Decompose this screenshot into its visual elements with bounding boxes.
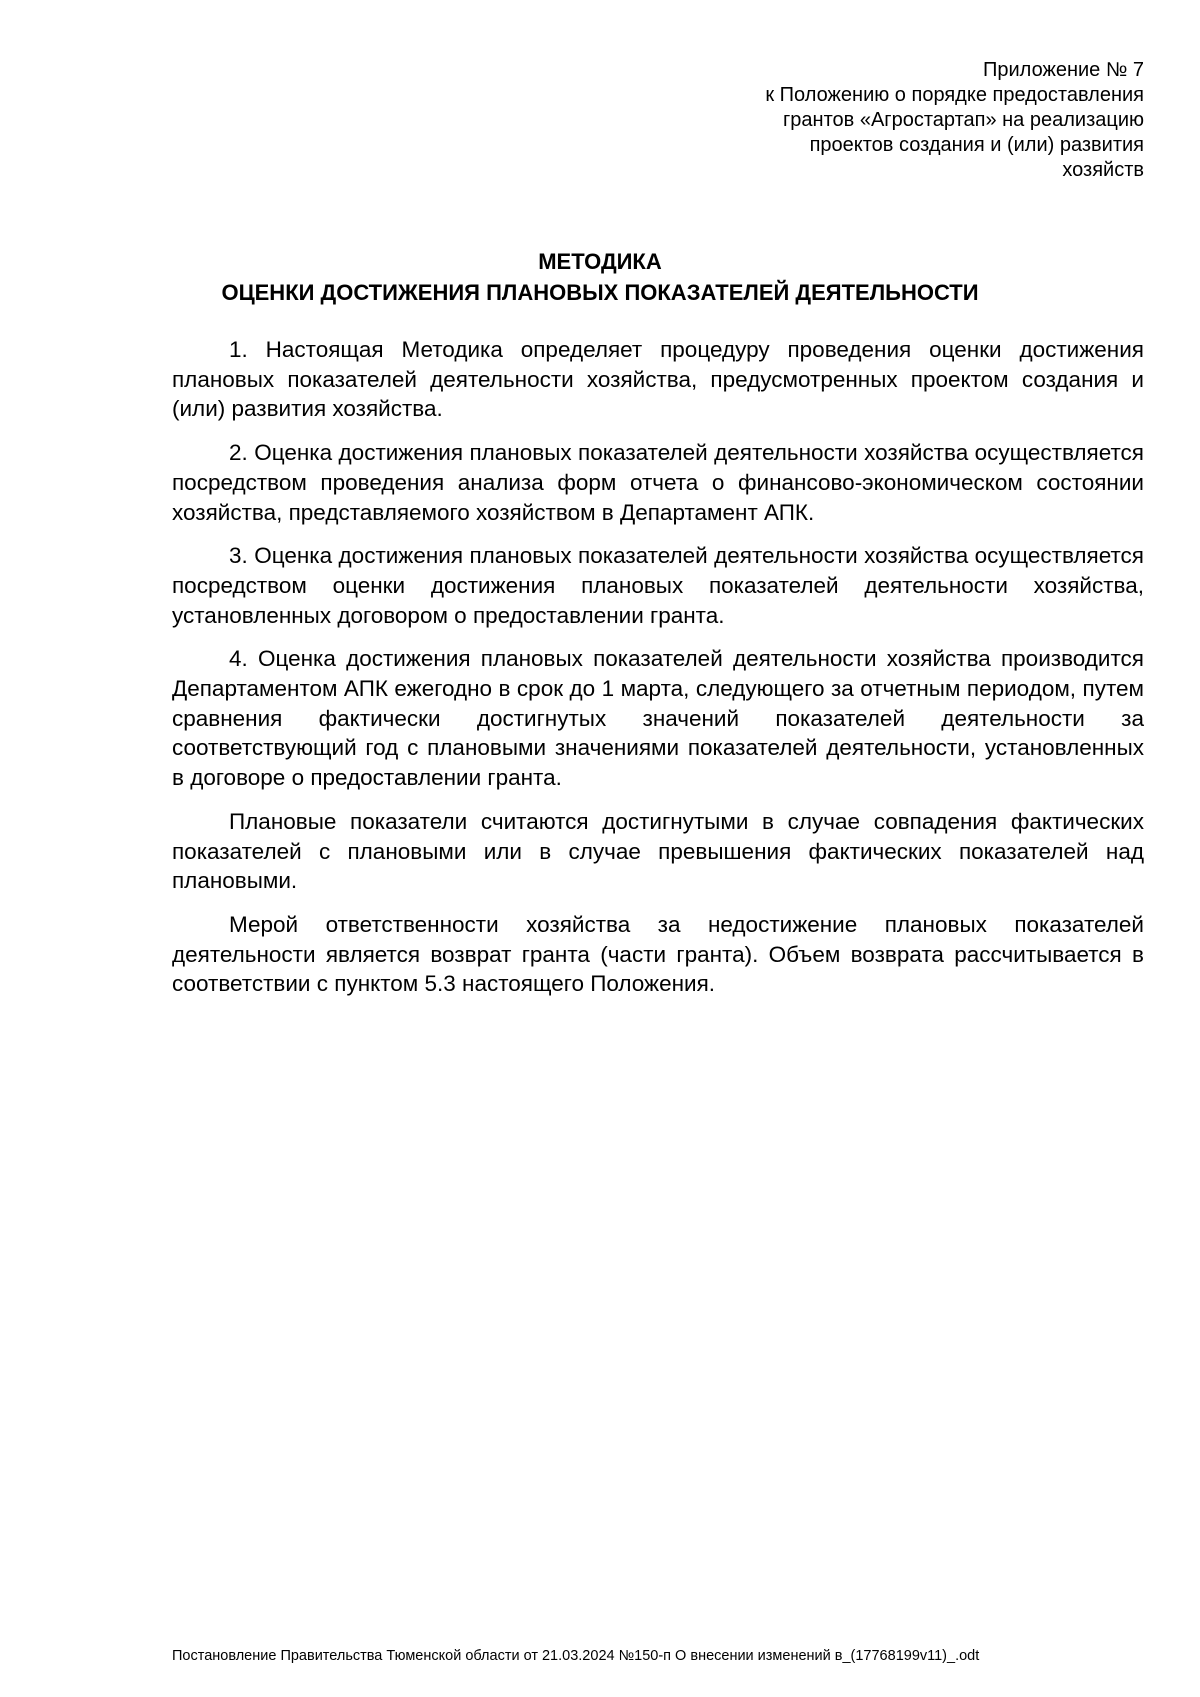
paragraph: 4. Оценка достижения плановых показателей деятельности хозяйства производится Департаментом АПК ежегодно в срок до 1 марта, следующего за отчетным периодом, путем сравнения фактически достигнутых значений показателей деятельности за соответствующий год с плановыми значениями показателей деятельности, установленных в договоре о предоставлении гранта. — [172, 646, 1144, 791]
page-footer: Постановление Правительства Тюменской области от 21.03.2024 №150-п О внесении изменений в_(17768199v11)_.odt — [172, 1648, 980, 1664]
paragraph: 1. Настоящая Методика определяет процедуру проведения оценки достижения плановых показателей деятельности хозяйства, предусмотренных проектом создания и (или) развития хозяйства. — [172, 337, 1144, 422]
paragraph: Мерой ответственности хозяйства за недостижение плановых показателей деятельности является возврат гранта (части гранта). Объем возврата рассчитывается в соответствии с пунктом 5.3 настоящего Положения. — [172, 911, 1144, 997]
paragraph: 3. Оценка достижения плановых показателей деятельности хозяйства осуществляется посредством оценки достижения плановых показателей деятельности хозяйства, установленных договором о предоставлении гранта. — [172, 543, 1144, 628]
appendix-line: хозяйств — [1062, 159, 1144, 181]
appendix-line: проектов создания и (или) развития — [809, 134, 1144, 156]
appendix-line: Приложение № 7 — [983, 59, 1144, 81]
document-body — [172, 335, 1144, 1013]
paragraph: Плановые показатели считаются достигнутыми в случае совпадения фактических показателей с плановыми или в случае превышения фактических показателей над плановыми. — [172, 808, 1144, 894]
appendix-reference — [584, 58, 1144, 183]
title-line-1: МЕТОДИКА — [538, 249, 662, 274]
appendix-line: к Положению о порядке предоставления — [765, 84, 1144, 106]
paragraph: 2. Оценка достижения плановых показателей деятельности хозяйства осуществляется посредством проведения анализа форм отчета о финансово-экономическом состоянии хозяйства, представляемого хозяйством в Департамент АПК. — [172, 440, 1144, 525]
document-title — [130, 246, 1070, 308]
title-line-2: ОЦЕНКИ ДОСТИЖЕНИЯ ПЛАНОВЫХ ПОКАЗАТЕЛЕЙ ДЕЯТЕЛЬНОСТИ — [221, 280, 979, 305]
appendix-line: грантов «Агростартап» на реализацию — [783, 109, 1144, 131]
